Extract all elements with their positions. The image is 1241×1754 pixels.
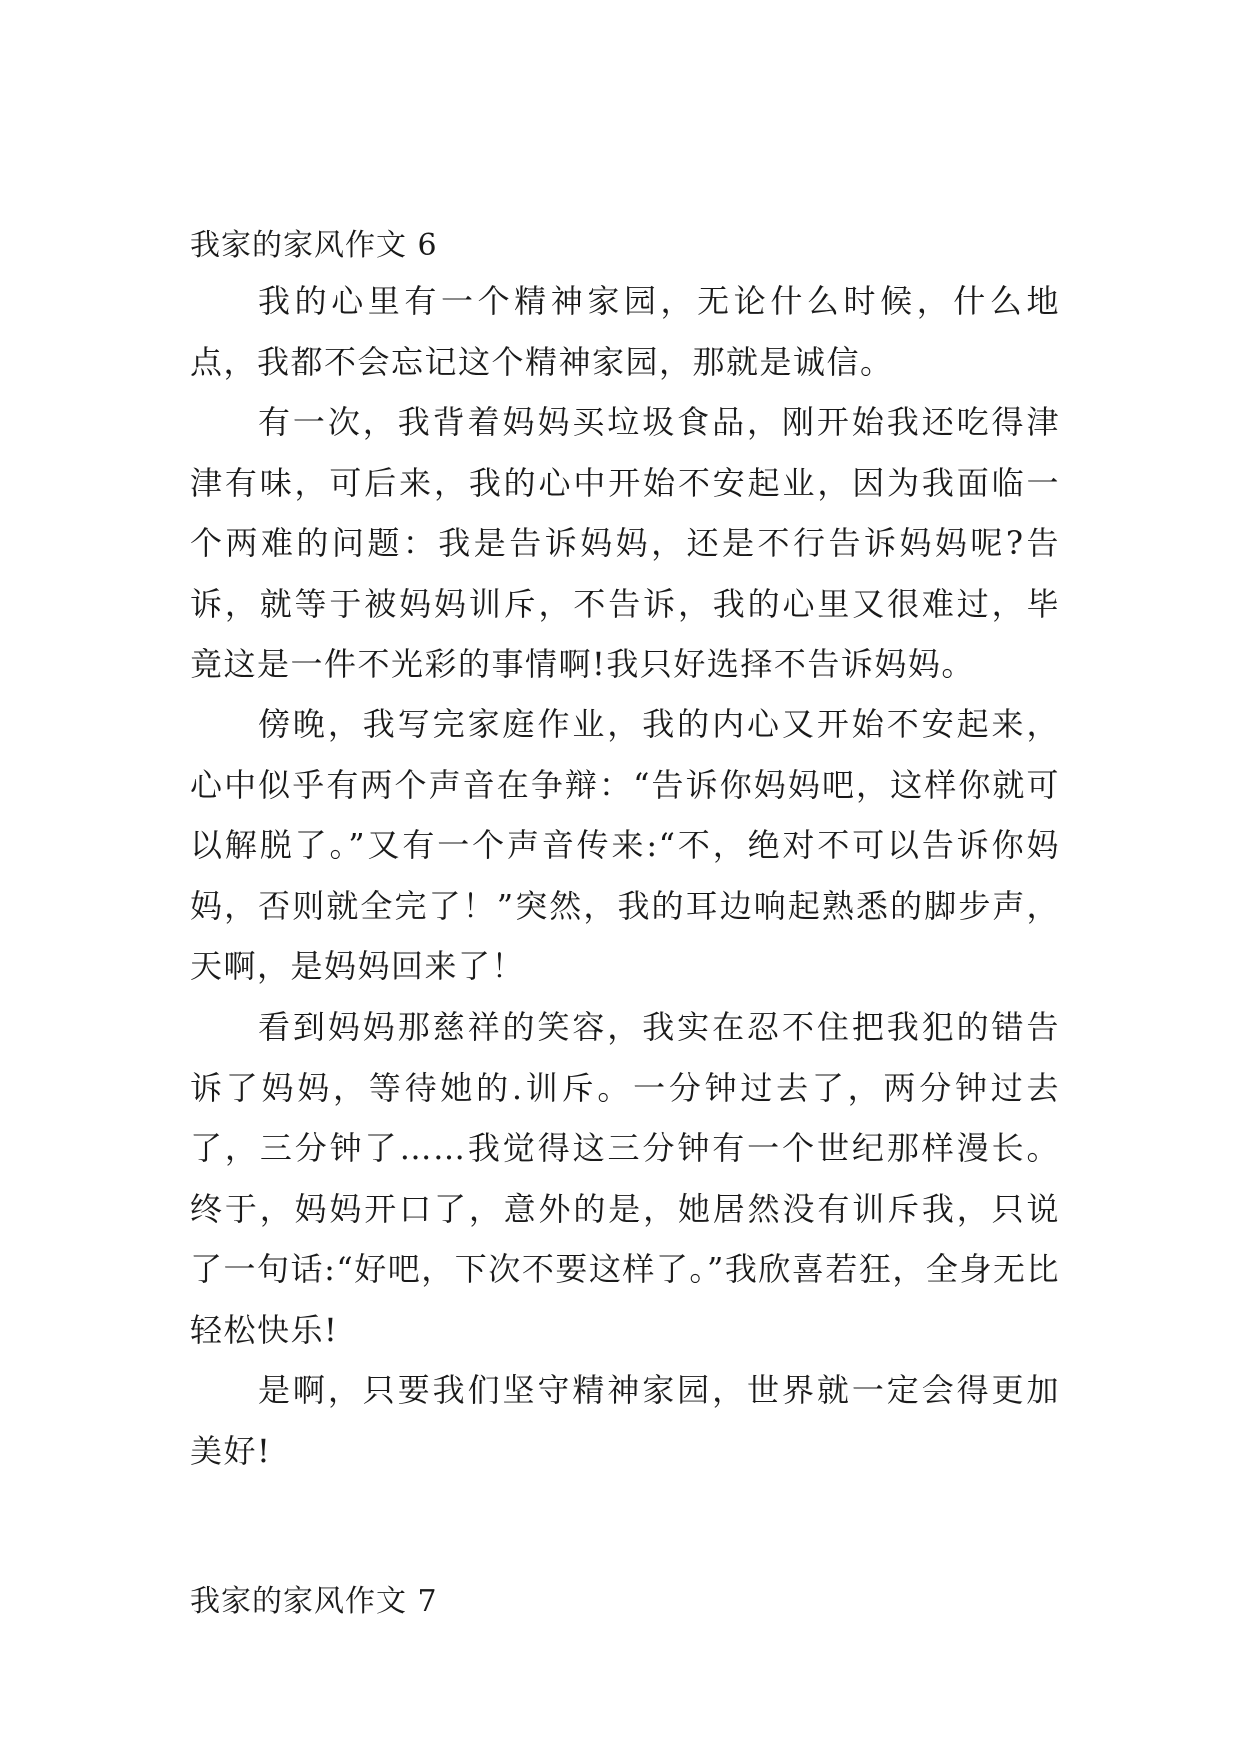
section-title: 我家的家风作文 7 xyxy=(190,1584,438,1619)
paragraph: 有一次，我背着妈妈买垃圾食品，刚开始我还吃得津津有味，可后来，我的心中开始不安起业，因为我面临一个两难的问题：我是告诉妈妈，还是不行告诉妈妈呢?告诉，就等于被妈妈训斥，不告诉，我的心里又很难过，毕竟这是一件不光彩的事情啊!我只好选择不告诉妈妈。 xyxy=(190,403,1060,683)
paragraph: 是啊，只要我们坚守精神家园，世界就一定会得更加美好! xyxy=(190,1371,1060,1470)
section-title: 我家的家风作文 6 xyxy=(190,228,438,263)
paragraph: 傍晚，我写完家庭作业，我的内心又开始不安起来，心中似乎有两个声音在争辩：“告诉你妈妈吧，这样你就可以解脱了。”又有一个声音传来:“不，绝对不可以告诉你妈妈，否则就全完了！”突然，我的耳边响起熟悉的脚步声，天啊，是妈妈回来了！ xyxy=(190,705,1060,985)
paragraph: 看到妈妈那慈祥的笑容，我实在忍不住把我犯的错告诉了妈妈，等待她的.训斥。一分钟过去了，两分钟过去了，三分钟了……我觉得这三分钟有一个世纪那样漫长。终于，妈妈开口了，意外的是，她居然没有训斥我，只说了一句话:“好吧，下次不要这样了。”我欣喜若狂，全身无比轻松快乐! xyxy=(190,1008,1060,1349)
paragraph: 我的心里有一个精神家园，无论什么时候，什么地点，我都不会忘记这个精神家园，那就是诚信。 xyxy=(190,282,1060,381)
